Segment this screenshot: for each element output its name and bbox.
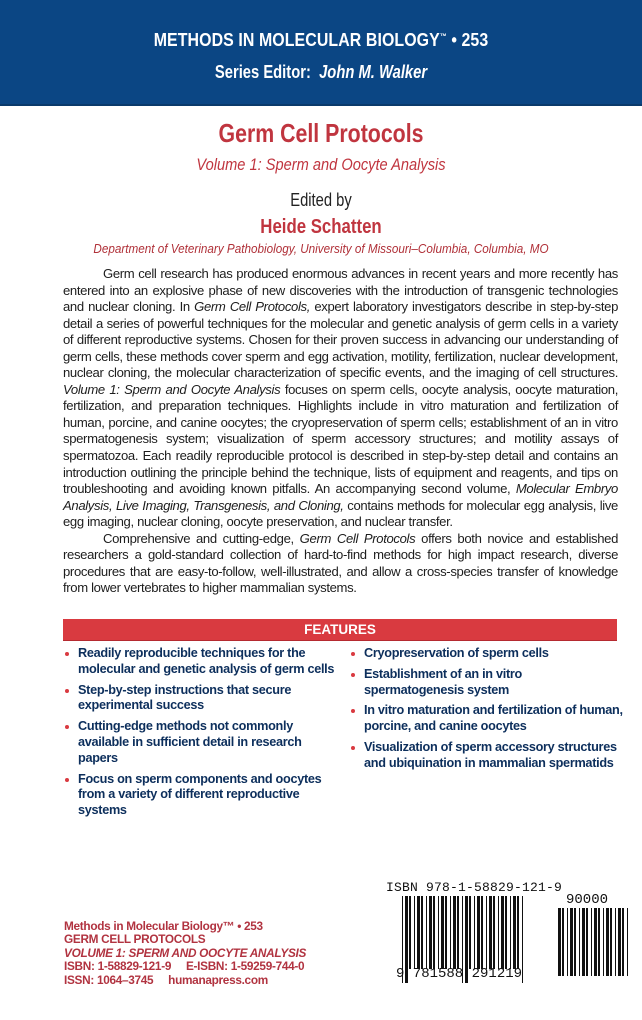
book-editor-name: Heide Schatten: [260, 216, 382, 238]
description: [63, 266, 618, 597]
imprint-block: [64, 920, 306, 987]
barcode: [381, 880, 631, 985]
imprint-title: GERM CELL PROTOCOLS: [64, 932, 206, 947]
trademark: ™: [439, 32, 447, 41]
imprint-series: Methods in Molecular Biology™ • 253: [64, 919, 263, 933]
feature-item: Step-by-step instructions that secure experimental success: [63, 683, 343, 715]
barcode-addon-number: 90000: [566, 892, 609, 908]
features-list-left: [63, 646, 343, 824]
feature-item: Cutting-edge methods not commonly available in sufficient detail in research papers: [63, 719, 343, 766]
imprint-issn-url: ISSN: 1064–3745 humanapress.com: [64, 972, 268, 987]
editor-affiliation: Department of Veterinary Pathobiology, University of Missouri–Columbia, Columbia, MO: [93, 241, 549, 256]
feature-item: In vitro maturation and fertilization of human, porcine, and canine oocytes: [349, 703, 624, 735]
feature-item: Establishment of an in vitro spermatogenesis system: [349, 667, 624, 699]
imprint-isbn: ISBN: 1-58829-121-9 E-ISBN: 1-59259-744-0: [64, 959, 305, 974]
features-list-right: [349, 646, 624, 777]
series-editor-label: Series Editor:: [214, 62, 311, 82]
series-banner: [0, 0, 642, 106]
feature-item: Visualization of sperm accessory structures and ubiquination in mammalian spermatids: [349, 740, 624, 772]
series-name: METHODS IN MOLECULAR BIOLOGY: [153, 29, 440, 50]
barcode-digits: 9 781588 291219: [396, 966, 523, 982]
series-line: [45, 29, 597, 51]
barcode-isbn-label: ISBN 978-1-58829-121-9: [386, 880, 563, 895]
description-paragraph-1: Germ cell research has produced enormous advances in recent years and more recently has entered into an explosive phase of new discoveries with the introduction of transgenic technologies and nuclear cloning. In Germ Cell Protocols, expert laboratory investigators describe in step-by-step detail a series of powerful techniques for the molecular and genetic analysis of germ cells in a variety of different reproductive systems. Chosen for their proven success in advancing our understanding of germ cells, these methods cover sperm and egg activation, motility, fertilization, nuclear development, nuclear cloning, the molecular characterization of specific events, and the imaging of cell structures. Volume 1: Sperm and Oocyte Analysis focuses on sperm cells, oocyte analysis, oocyte maturation, fertilization, and preparation techniques. Highlights include in vitro maturation and fertilization of human, porcine, and canine oocytes; the cryopreservation of sperm cells; establishment of an in vitro spermatogenesis system; visualization of sperm accessory structures; and motility assays of spermatozoa. Each readily reproducible protocol is described in step-by-step detail and contains an introduction outlining the principle behind the technique, lists of equipment and reagents, and tips on troubleshooting and avoiding known pitfalls. An accompanying second volume, Molecular Embryo Analysis, Live Imaging, Transgenesis, and Cloning, contains methods for molecular egg analysis, live egg imaging, nuclear cloning, oocyte preservation, and nuclear transfer.: [63, 266, 618, 530]
feature-item: Readily reproducible techniques for the molecular and genetic analysis of germ cells: [63, 646, 343, 678]
series-separator: •: [446, 29, 462, 50]
series-editor-line: [58, 62, 584, 83]
imprint-volume: VOLUME 1: SPERM AND OOCYTE ANALYSIS: [64, 945, 307, 960]
edited-by-label: Edited by: [290, 190, 352, 210]
feature-item: Cryopreservation of sperm cells: [349, 646, 624, 662]
barcode-addon-bars-icon: [558, 908, 630, 976]
book-title: Germ Cell Protocols: [218, 118, 424, 148]
book-subtitle: Volume 1: Sperm and Oocyte Analysis: [196, 155, 446, 174]
features-heading: FEATURES: [63, 619, 617, 641]
series-number: 253: [461, 29, 489, 50]
feature-item: Focus on sperm components and oocytes from a variety of different reproductive systems: [63, 772, 343, 819]
series-editor-name: John M. Walker: [319, 62, 428, 82]
description-paragraph-2: Comprehensive and cutting-edge, Germ Cell Protocols offers both novice and established researchers a gold-standard collection of hard-to-find methods for high impact research, diverse procedures that are easy-to-follow, well-illustrated, and allow a cross-species transfer of knowledge from lower vertebrates to higher mammalian systems.: [63, 530, 619, 596]
